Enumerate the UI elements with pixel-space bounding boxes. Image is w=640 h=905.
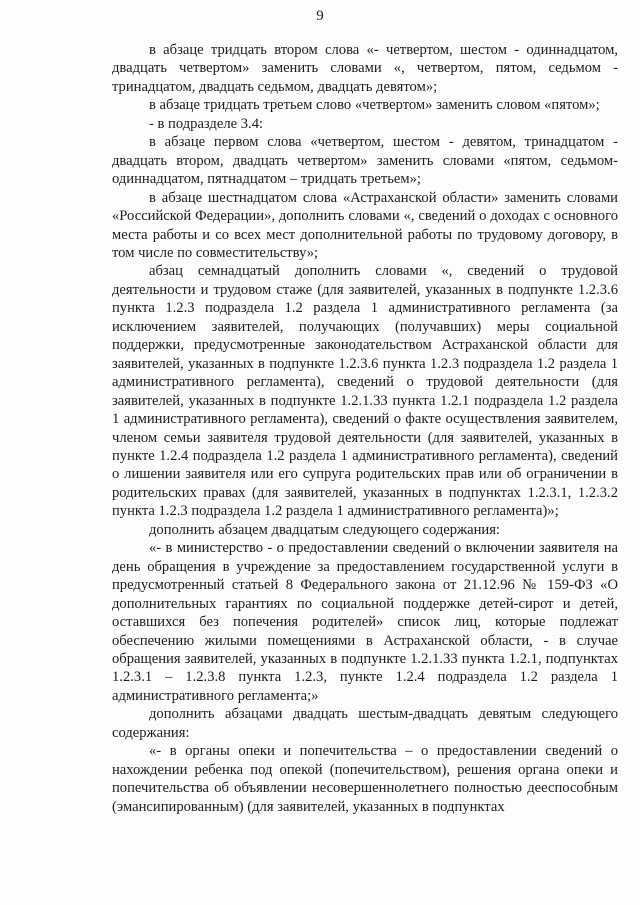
paragraph-add-abzac-20: дополнить абзацем двадцатым следующего содержания: bbox=[149, 521, 500, 538]
paragraph-abzac-33: в абзаце тридцать третьем слово «четвертом» заменить словом «пятом»; bbox=[149, 97, 600, 114]
paragraph-ministry-quote: «- в министерство - о предоставлении сведений о включении заявителя на день обращения в учреждение за предоставлением государственной услуги в предусмотренный статьей 8 Федерального закона от 21.12.96 № 159-ФЗ «О дополнительных гарантиях по социальной поддержке детей-сирот и детей, оставшихся без попечения родителей» список лиц, которые подлежат обеспечению жилыми помещениями в Астраханской области, - в случае обращения заявителей, указанных в подпункте 1.2.1.33 пункта 1.2.1, подпунктах 1.2.3.1 – 1.2.3.8 пункта 1.2.3, пункте 1.2.4 подраздела 1.2 раздела 1 административного регламента;» bbox=[112, 540, 618, 704]
paragraph-guardianship-quote: «- в органы опеки и попечительства – о предоставлении сведений о нахождении ребенка под опекой (попечительством), решения органа опеки и попечительства об объявлении несовершеннолетнего полностью дееспособным (эмансипированным) (для заявителей, указанных в подпунктах bbox=[112, 743, 618, 815]
page-number: 9 bbox=[316, 8, 324, 24]
paragraph-abzac-32: в абзаце тридцать втором слова «- четвертом, шестом - одиннадцатом, двадцать четвертом» заменить словами «, четвертом, пятом, седьмом - тринадцатом, двадцать седьмом, двадцать девятом»; bbox=[112, 42, 618, 95]
paragraph-abzac-17: абзац семнадцатый дополнить словами «, сведений о трудовой деятельности и трудовом стаже (для заявителей, указанных в подпункте 1.2.3.6 пункта 1.2.3 подраздела 1.2 раздела 1 административного регламента (за исключением заявителей, получающих (получавших) меры социальной поддержки, предусмотренные законодательством Астраханской области для заявителей, указанных в подпункте 1.2.3.6 пункта 1.2.3 подраздела 1.2 раздела 1 административного регламента), сведений о трудовой деятельности (для заявителей, указанных в подпункте 1.2.1.33 пункта 1.2.1 подраздела 1.2 раздела 1 административного регламента), сведений о факте осуществления заявителем, членом семьи заявителя трудовой деятельности (для заявителей, указанных в пункте 1.2.4 подраздела 1.2 раздела 1 административного регламента), сведений о лишении заявителя или его супруга родительских прав или об ограничении в родительских правах (для заявителей, указанных в подпунктах 1.2.3.1, 1.2.3.2 пункта 1.2.3 подраздела 1.2 раздела 1 административного регламента)»; bbox=[112, 263, 618, 520]
paragraph-abzac-16: в абзаце шестнадцатом слова «Астраханской области» заменить словами «Российской Федерации», дополнить словами «, сведений о доходах с основного места работы и со всех мест дополнительной работы по трудовому договору, в том числе по совместительству»; bbox=[112, 189, 618, 261]
paragraph-subsection-3-4: - в подразделе 3.4: bbox=[149, 115, 264, 132]
document-body bbox=[112, 41, 618, 816]
paragraph-abzac-1: в абзаце первом слова «четвертом, шестом - девятом, тринадцатом - двадцать втором, двадцать четвертом» заменить словами «пятом, седьмом-одиннадцатом, пятнадцатом – тридцать третьем»; bbox=[112, 134, 618, 188]
paragraph-add-abzacy-26-29: дополнить абзацами двадцать шестым-двадцать девятым следующего содержания: bbox=[112, 706, 618, 741]
